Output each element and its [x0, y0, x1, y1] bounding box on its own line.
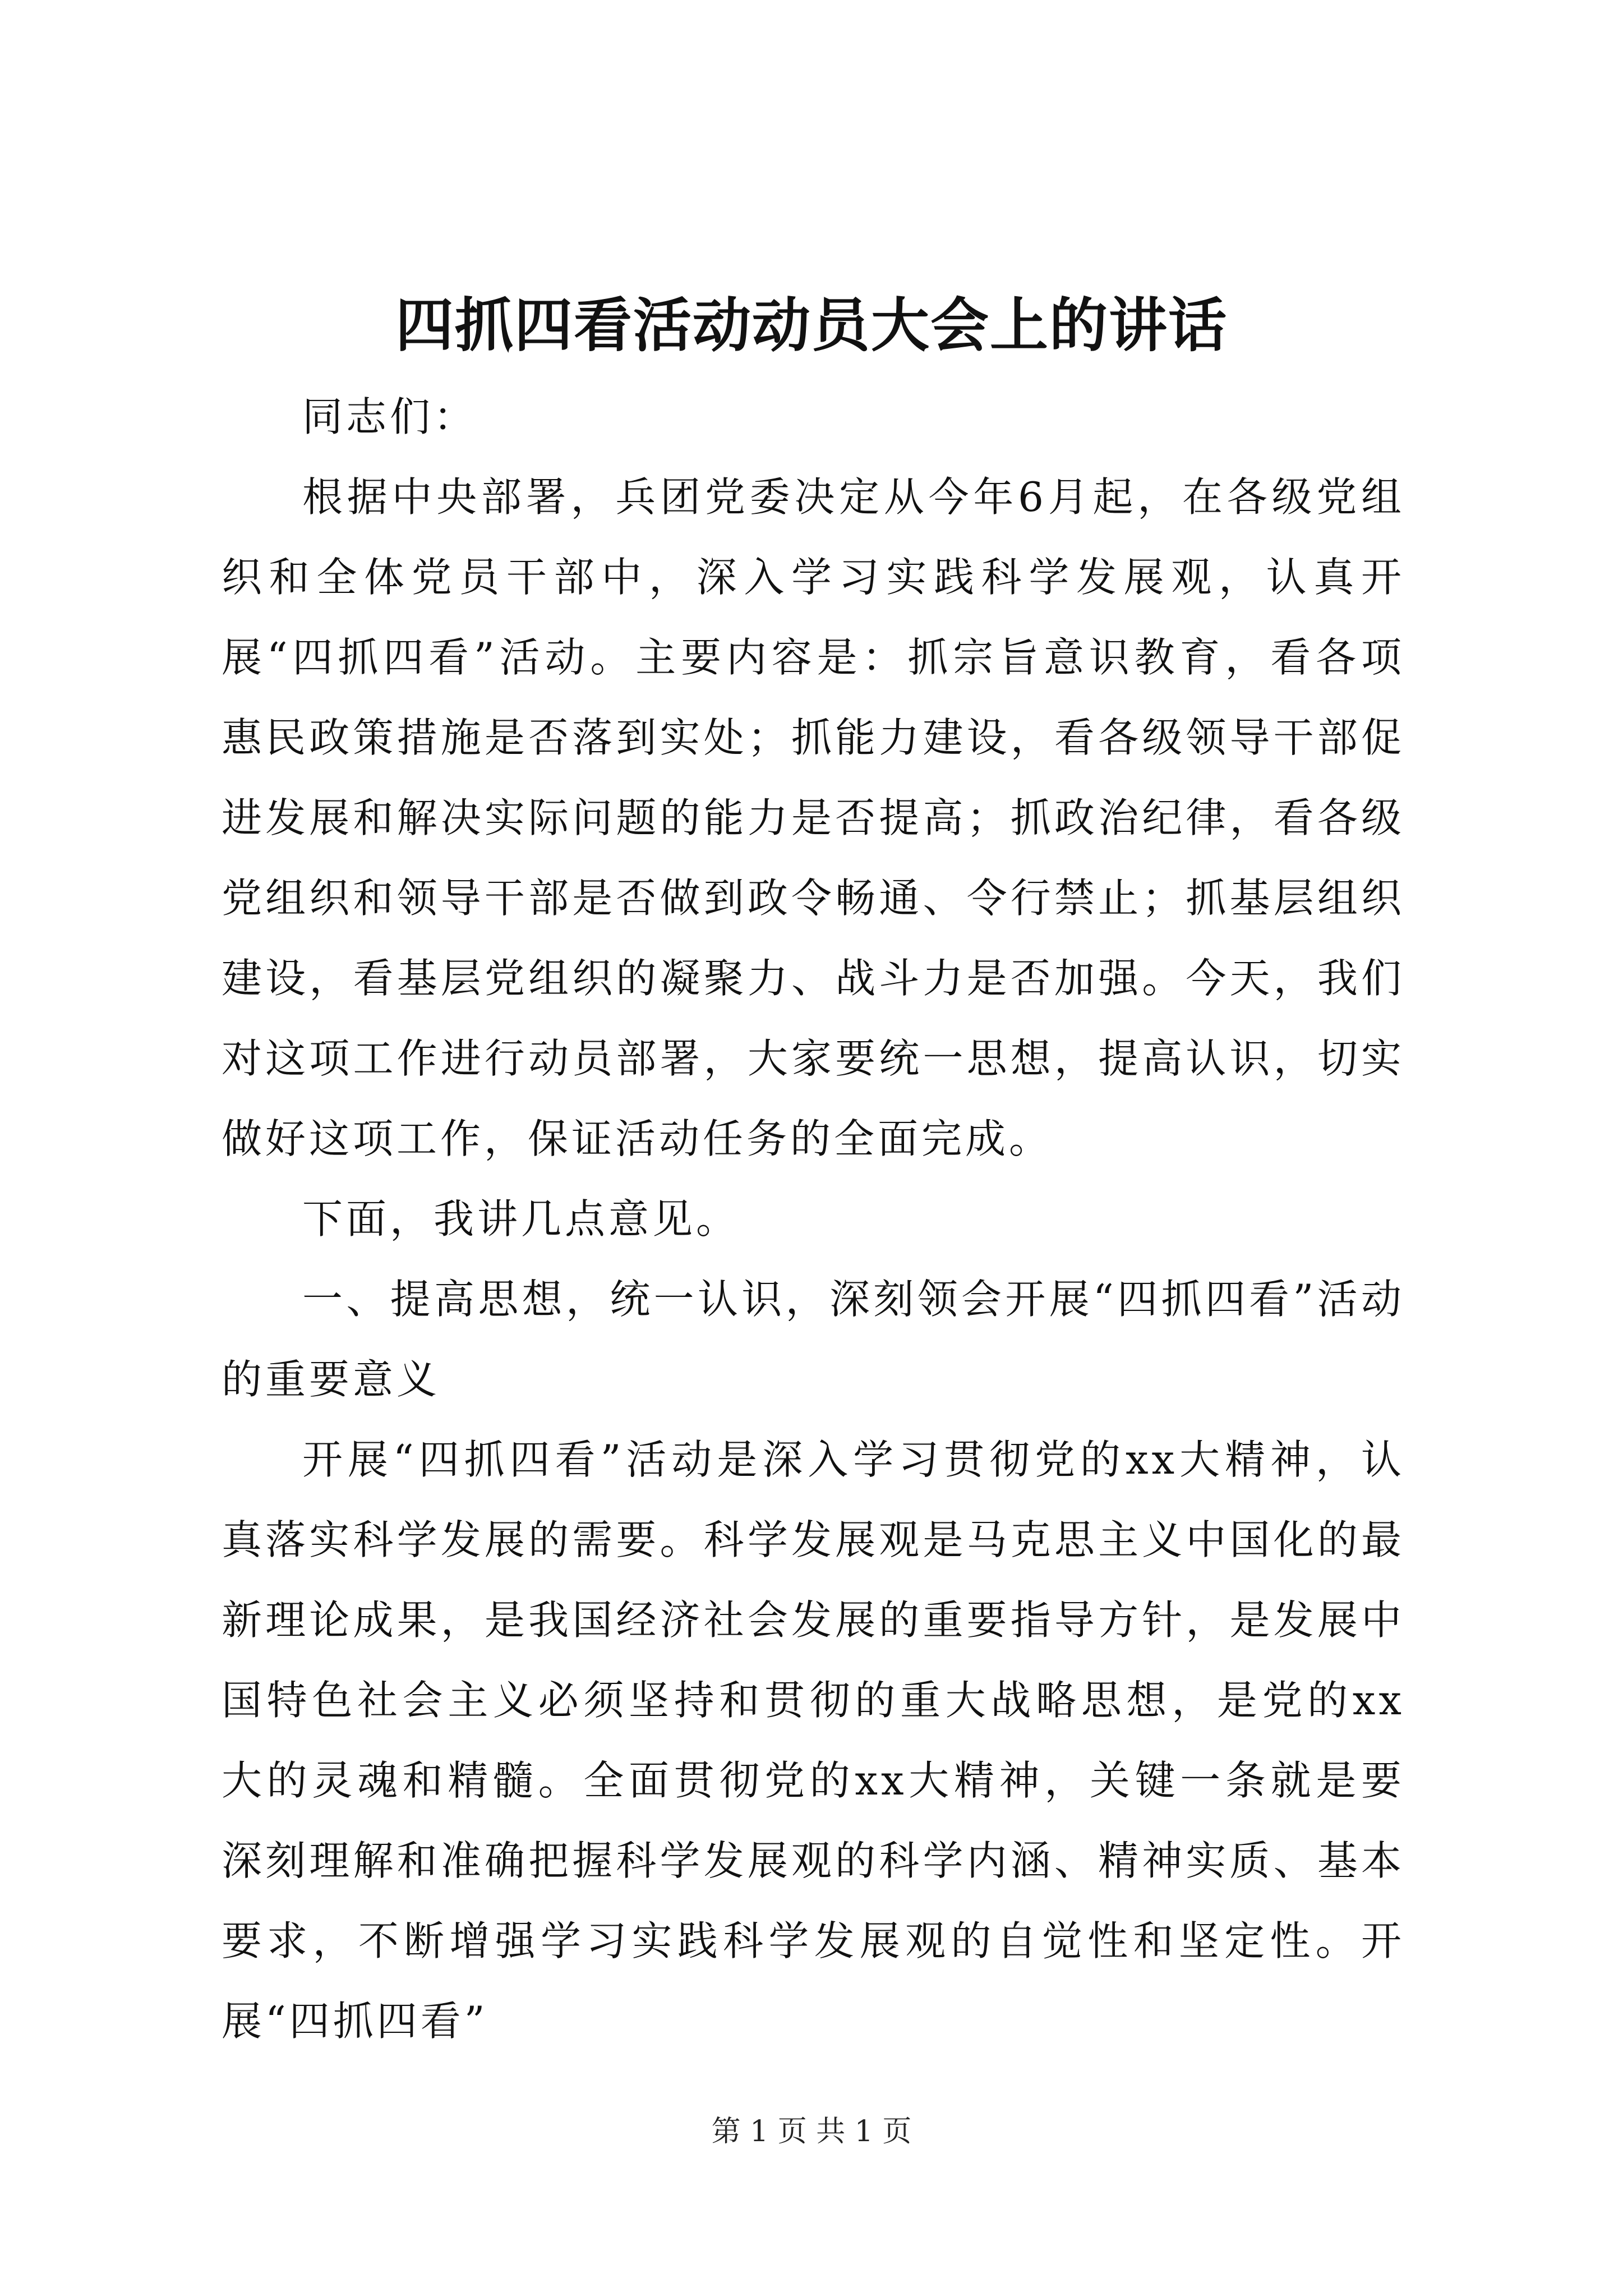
salutation-paragraph: 同志们： — [302, 393, 478, 440]
transition-paragraph: 下面，我讲几点意见。 — [302, 1195, 740, 1243]
section-heading-1: 一、提高思想，统一认识，深刻领会开展“四抓四看”活动的重要意义 — [222, 1276, 1405, 1403]
intro-paragraph: 根据中央部署，兵团党委决定从今年6月起，在各级党组织和全体党员干部中，深入学习实践科学发展观，认真开展“四抓四看”活动。主要内容是：抓宗旨意识教育，看各项惠民政策措施是否落到实处；抓能力建设，看各级领导干部促进发展和解决实际问题的能力是否提高；抓政治纪律，看各级党组织和领导干部是否做到政令畅通、令行禁止；抓基层组织建设，看基层党组织的凝聚力、战斗力是否加强。今天，我们对这项工作进行动员部署，大家要统一思想，提高认识，切实做好这项工作，保证活动任务的全面完成。 — [222, 473, 1405, 1162]
section-1-paragraph: 开展“四抓四看”活动是深入学习贯彻党的xx大精神，认真落实科学发展的需要。科学发展观是马克思主义中国化的最新理论成果，是我国经济社会发展的重要指导方针，是发展中国特色社会主义必须坚持和贯彻的重大战略思想，是党的xx大的灵魂和精髓。全面贯彻党的xx大精神，关键一条就是要深刻理解和准确把握科学发展观的科学内涵、精神实质、基本要求，不断增强学习实践科学发展观的自觉性和坚定性。开展“四抓四看” — [222, 1436, 1405, 2045]
page-footer: 第 1 页 共 1 页 — [711, 2115, 912, 2148]
document-body — [222, 377, 1405, 2062]
document-title: 四抓四看活动动员大会上的讲话 — [395, 291, 1228, 360]
